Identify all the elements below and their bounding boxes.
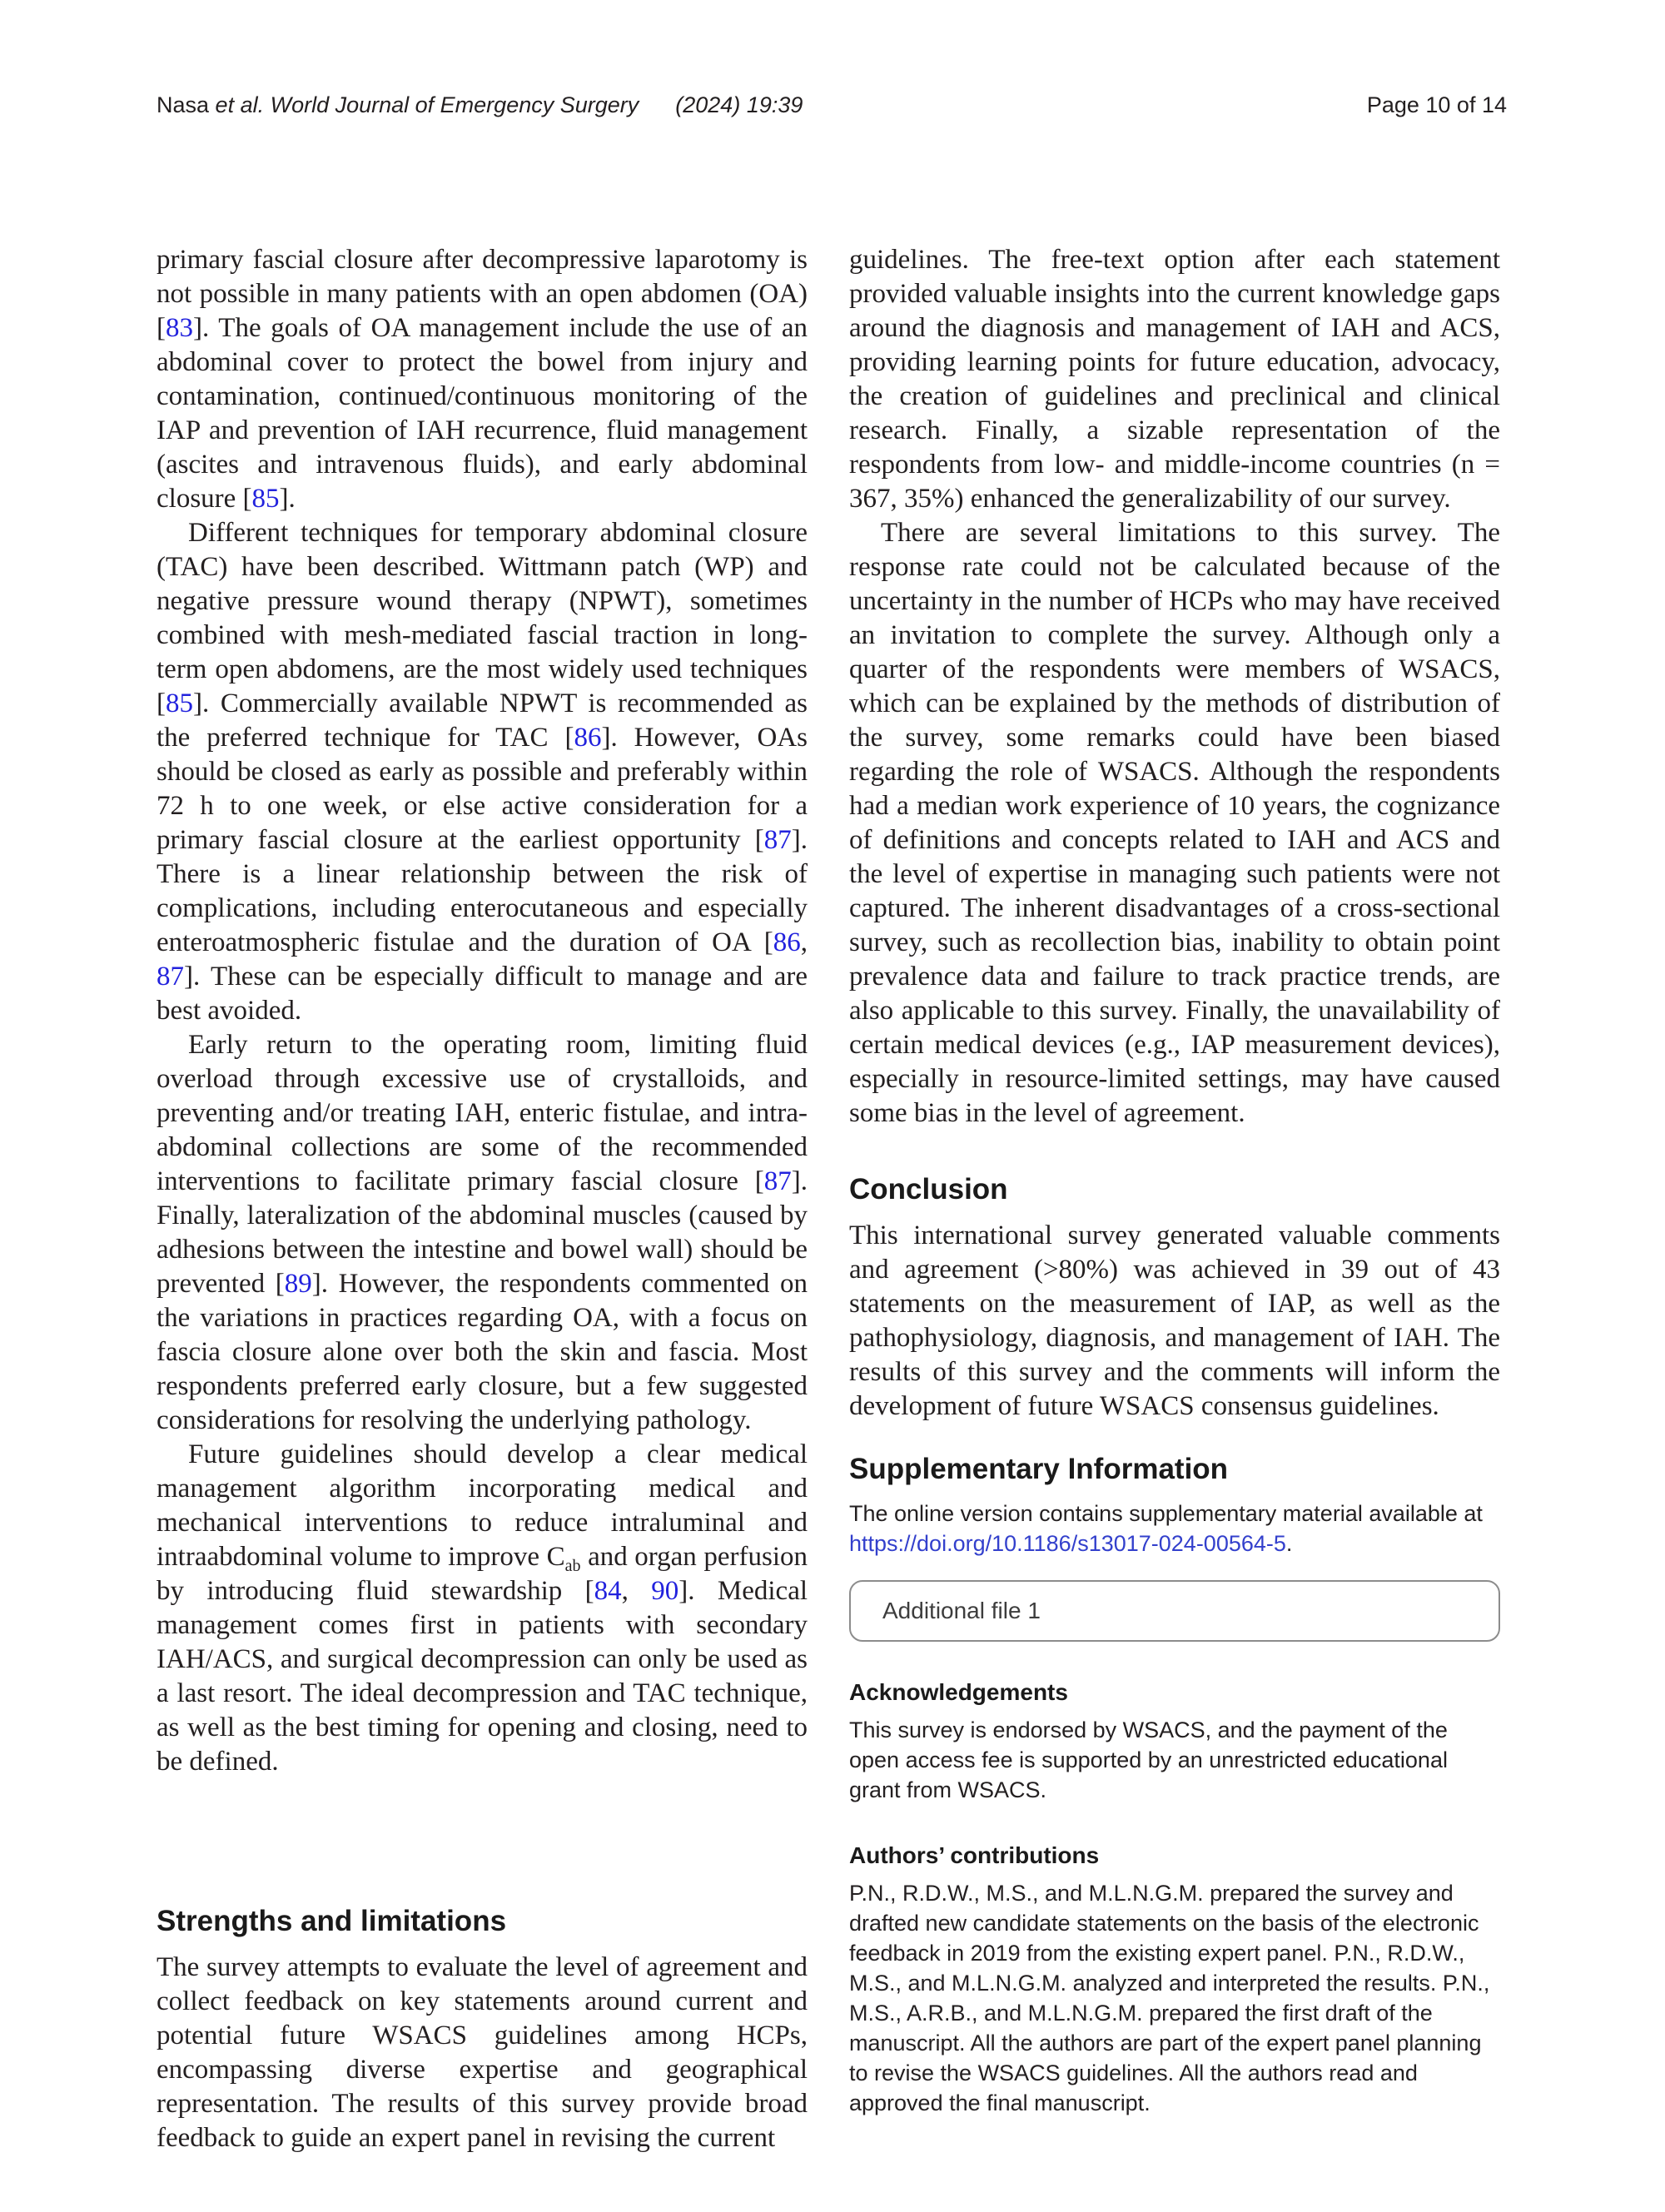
text-segment: Different techniques for temporary abdominal closure (TAC) have been described. Wittmann patch (WP) and negative pressure wound therapy (NPWT), sometimes combined with mesh-mediated fascial traction in long-term open abdomens, are the most widely used techniques [ — [157, 518, 808, 718]
reference-link[interactable]: 87 — [157, 962, 184, 992]
text-segment: This survey is endorsed by WSACS, and the payment of the open access fee is supported by an unrestricted educational grant from WSACS. — [849, 1717, 1448, 1802]
text-segment: Future guidelines should develop a clear medical management algorithm incorporating medical and mechanical interventions to reduce intraluminal and intraabdominal volume to improve C — [157, 1439, 808, 1572]
section-heading-strengths-and-limitations: Strengths and limitations — [157, 1905, 507, 1937]
body-paragraph — [157, 1951, 808, 2155]
text-segment: P.N., R.D.W., M.S., and M.L.N.G.M. prepared the survey and drafted new candidate statements on the basis of the electronic feedback in 2019 from the existing expert panel. P.N., R.D.W., M.S., and M.L.N.G.M. analyzed and interpreted the results. P.N., M.S., A.R.B., and M.L.N.G.M. prepared the first draft of the manuscript. All the authors are part of the expert panel planning to revise the WSACS guidelines. All the authors read and approved the final manuscript. — [849, 1881, 1490, 2115]
text-segment: ]. The goals of OA management include the use of an abdominal cover to protect the bowel from injury and contamination, continued/continuous monitoring of the IAP and prevention of IAH recurrence, fluid management (ascites and intravenous fluids), and early abdominal closure [ — [157, 313, 808, 514]
body-paragraph — [849, 516, 1500, 1131]
body-paragraph — [157, 1028, 808, 1438]
back-matter-paragraph — [849, 1499, 1500, 1558]
body-paragraph — [157, 243, 808, 516]
page-number: Page 10 of 14 — [1366, 92, 1507, 117]
back-matter-paragraph — [849, 1878, 1500, 2118]
body-paragraph — [157, 516, 808, 1028]
text-segment: ]. There is a linear relationship between the risk of complications, including enterocutaneous and especially enteroatmospheric fistulae and the duration of OA [ — [157, 825, 808, 957]
section-heading-supplementary-information: Supplementary Information — [849, 1453, 1229, 1485]
text-segment: ]. Medical management comes first in patients with secondary IAH/ACS, and surgical decompression can only be used as a last resort. The ideal decompression and TAC technique, as well as the best timing for opening and closing, need to be defined. — [157, 1576, 808, 1777]
text-segment: There are several limitations to this survey. The response rate could not be calculated because of the uncertainty in the number of HCPs who may have received an invitation to complete the survey. Although only a quarter of the respondents were members of WSACS, which can be explained by the methods of distribution of the survey, some remarks could have been biased regarding the role of WSACS. Although the respondents had a median work experience of 10 years, the cognizance of definitions and concepts related to IAH and ACS and the level of expertise in managing such patients were not captured. The inherent disadvantages of a cross-sectional survey, such as recollection bias, inability to obtain point prevalence data and failure to track practice trends, are also applicable to this survey. Finally, the unavailability of certain medical devices (e.g., IAP measurement devices), especially in resource-limited settings, may have caused some bias in the level of agreement. — [849, 518, 1500, 1128]
text-segment: This international survey generated valuable comments and agreement (>80%) was achieved in 39 out of 43 statements on the measurement of IAP, as well as the pathophysiology, diagnosis, and management of IAH. The results of this survey and the comments will inform the development of future WSACS consensus guidelines. — [849, 1220, 1500, 1421]
reference-link[interactable]: 83 — [166, 313, 193, 343]
running-head — [157, 92, 803, 118]
reference-link[interactable]: 87 — [763, 825, 792, 855]
body-paragraph — [157, 1438, 808, 1779]
sub-heading-acknowledgements: Acknowledgements — [849, 1679, 1068, 1705]
additional-file-label: Additional file 1 — [882, 1598, 1041, 1623]
reference-link[interactable]: 86 — [773, 927, 801, 957]
text-segment: Early return to the operating room, limiting fluid overload through excessive use of crystalloids, and preventing and/or treating IAH, enteric fistulae, and intra-abdominal collections are some of the recommended interventions to facilitate primary fascial closure [ — [157, 1030, 808, 1196]
doi-link[interactable]: https://doi.org/10.1186/s13017-024-00564-5 — [849, 1531, 1286, 1556]
text-segment: ]. However, OAs should be closed as early as possible and preferably within 72 h to one week, or else active consideration for a primary fascial closure at the earliest opportunity [ — [157, 723, 808, 855]
text-segment: , — [800, 927, 808, 957]
text-segment: ]. However, the respondents commented on the variations in practices regarding OA, with a focus on fascia closure alone over both the skin and fascia. Most respondents preferred early closure, but a few suggested considerations for resolving the underlying pathology. — [157, 1269, 808, 1435]
text-segment: The online version contains supplementary material available at — [849, 1501, 1483, 1526]
running-head-authors: Nasa — [157, 92, 216, 117]
reference-link[interactable]: 85 — [166, 688, 193, 718]
reference-link[interactable]: 85 — [251, 484, 280, 514]
reference-link[interactable]: 87 — [763, 1166, 792, 1196]
body-paragraph — [849, 1219, 1500, 1424]
running-head-journal: et al. World Journal of Emergency Surgery — [215, 92, 639, 117]
reference-link[interactable]: 84 — [594, 1576, 622, 1606]
subscript-text: ab — [564, 1557, 581, 1575]
text-segment: guidelines. The free-text option after each statement provided valuable insights into the current knowledge gaps around the diagnosis and management of IAH and ACS, providing learning points for future education, advocacy, the creation of guidelines and preclinical and clinical research. Finally, a sizable representation of the respondents from low- and middle-income countries (n = 367, 35%) enhanced the generalizability of our survey. — [849, 245, 1500, 514]
text-segment: ]. — [279, 484, 296, 514]
text-segment: The survey attempts to evaluate the level of agreement and collect feedback on key statements around current and potential future WSACS guidelines among HCPs, encompassing diverse expertise and geographical representation. The results of this survey provide broad feedback to guide an expert panel in revising the current — [157, 1952, 808, 2153]
sub-heading-authors-contributions: Authors’ contributions — [849, 1842, 1100, 1868]
column-left — [157, 243, 808, 2155]
additional-file-box[interactable] — [849, 1580, 1500, 1642]
reference-link[interactable]: 89 — [284, 1269, 312, 1299]
text-segment: ]. These can be especially difficult to manage and are best avoided. — [157, 962, 808, 1026]
text-segment: primary fascial closure after decompressive laparotomy is not possible in many patients with an open abdomen (OA) [ — [157, 245, 808, 343]
text-segment: . — [1285, 1531, 1293, 1556]
text-segment: ]. Finally, lateralization of the abdominal muscles (caused by adhesions between the intestine and bowel wall) should be prevented [ — [157, 1166, 808, 1299]
text-segment: ]. Commercially available NPWT is recommended as the preferred technique for TAC [ — [157, 688, 808, 753]
running-head-issue: (2024) 19:39 — [675, 92, 803, 117]
section-heading-conclusion: Conclusion — [849, 1173, 1008, 1205]
reference-link[interactable]: 86 — [574, 723, 602, 753]
text-segment: and organ perfusion by introducing fluid stewardship [ — [157, 1542, 808, 1606]
back-matter-paragraph — [849, 1715, 1500, 1805]
text-segment: , — [621, 1576, 652, 1606]
body-paragraph — [849, 243, 1500, 516]
column-right — [849, 243, 1500, 2118]
reference-link[interactable]: 90 — [651, 1576, 679, 1606]
